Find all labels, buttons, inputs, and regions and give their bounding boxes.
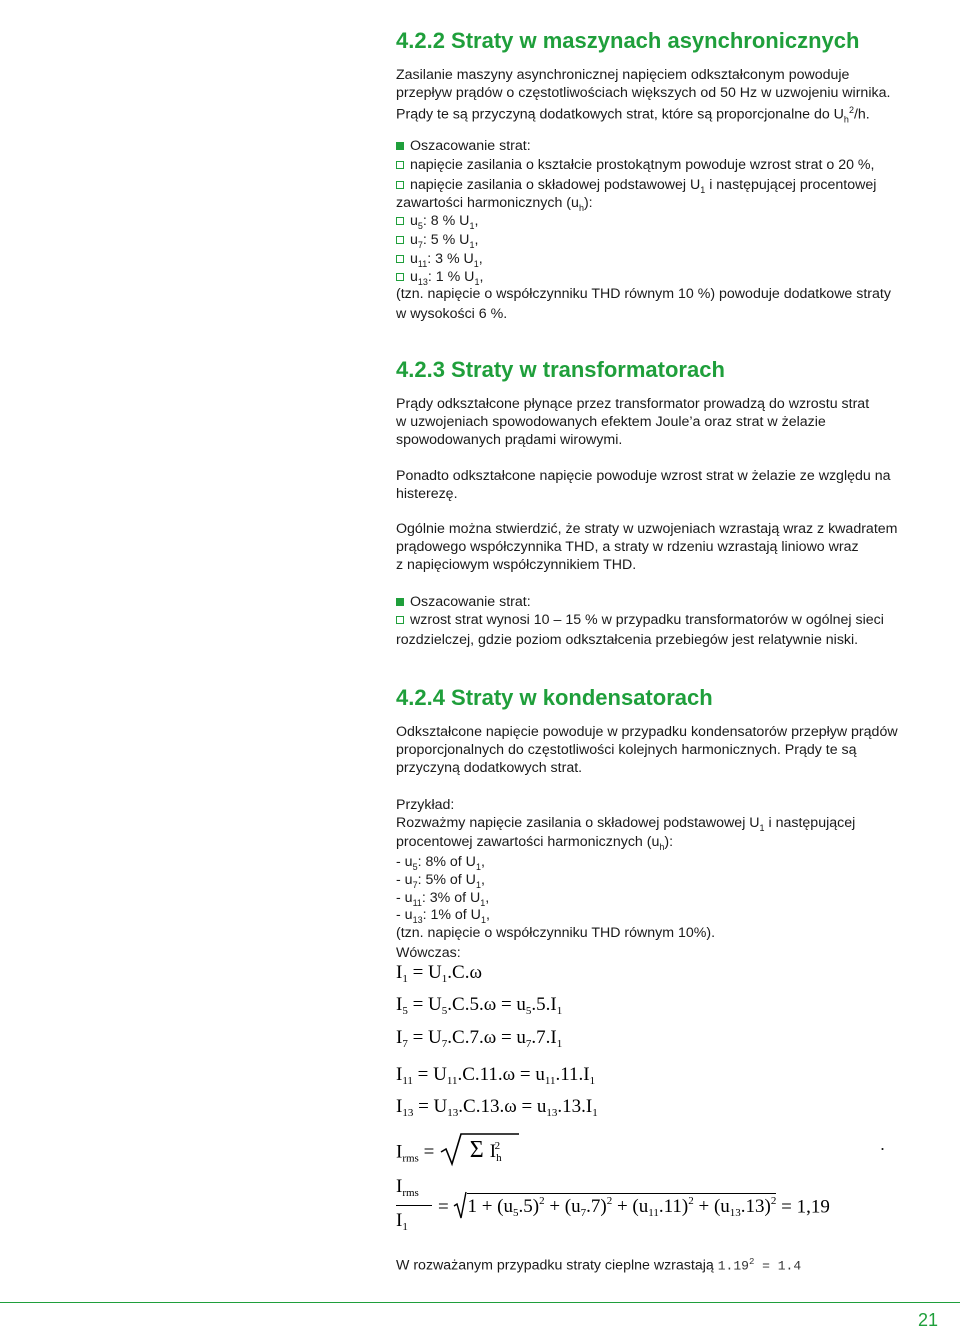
equation-i11: $I_{11} = U_{11}.C.11.\omega = u_{11}.11.I_1$: [396, 1064, 596, 1087]
stray-dot: .: [880, 1134, 886, 1154]
transformer-bullet-cont: rozdzielczej, gdzie poziom odkształcenia przebiegów jest relatywnie niski.: [396, 632, 859, 648]
equation-ratio-den: $I_1$: [396, 1210, 408, 1233]
capacitor-p1-line-2: proporcjonalnych do częstotliwości kolejnych harmonicznych. Prądy te są: [396, 742, 857, 758]
bullet-composition: napięcie zasilania o składowej podstawowej $U_1$ i następującej procentowej: [396, 176, 876, 199]
transformer-p1-line-3: spowodowanych prądami wirowymi.: [396, 432, 623, 448]
intro-line-3: Prądy te są przyczyną dodatkowych strat, które są proporcjonalne do $U_h^2/h$.: [396, 105, 870, 125]
equation-ratio-num: $I_{rms}$: [396, 1176, 419, 1199]
transformer-p1-line-1: Prądy odkształcone płynące przez transformator prowadzą do wzrostu strat: [396, 396, 870, 412]
sqrt-sign-icon: [453, 1190, 467, 1226]
bullet-rectangular: napięcie zasilania o kształcie prostokątnym powoduje wzrost strat o 20 %,: [396, 156, 874, 174]
equation-i13: $I_{13} = U_{13}.C.13.\omega = u_{13}.13.I_1$: [396, 1096, 598, 1119]
open-square-bullet-icon: [396, 255, 404, 263]
open-square-bullet-icon: [396, 236, 404, 244]
filled-square-bullet-icon: [396, 598, 404, 606]
page-number: 21: [917, 1310, 938, 1330]
equation-ratio-body: = $1 + (u_5.5)^2 + (u_7.7)^2 + (u_{11}.11)^2 + (u_{13}.13)^2 = 1,19$: [438, 1190, 830, 1226]
equation-i7: $I_7 = U_7.C.7.\omega = u_7.7.I_1$: [396, 1027, 563, 1050]
example-tzn: (tzn. napięcie o współczynniku THD równym 10%).: [396, 925, 716, 941]
example-harmonic-13: - $u_{13}$: 1% of $U_1$,: [396, 907, 490, 925]
transformer-p3-line-3: z napięciowym współczynnikiem THD.: [396, 557, 637, 573]
transformer-bullet: wzrost strat wynosi 10 – 15 % w przypadku transformatorów w ogólnej sieci: [396, 611, 884, 629]
section-title-4-2-3: 4.2.3 Straty w transformatorach: [396, 357, 725, 382]
intro-line-2: przepływ prądów o częstotliwościach większych od 50 Hz w uzwojeniu wirnika.: [396, 85, 891, 101]
filled-square-bullet-icon: [396, 142, 404, 150]
capacitor-p1-line-1: Odkształcone napięcie powoduje w przypadku kondensatorów przepływ prądów: [396, 724, 898, 740]
capacitor-p1-line-3: przyczyną dodatkowych strat.: [396, 760, 583, 776]
then-label: Wówczas:: [396, 945, 461, 961]
transformer-p2-line-2: histerezę.: [396, 486, 458, 502]
example-harmonic-11: - $u_{11}$: 3% of $U_1$,: [396, 890, 490, 908]
estimate-heading: Oszacowanie strat:: [396, 137, 531, 155]
example-line-2: procentowej zawartości harmonicznych $(u_h)$:: [396, 834, 674, 852]
section-title-4-2-4: 4.2.4 Straty w kondensatorach: [396, 685, 713, 710]
harmonic-13: $u_{13}$: 1 % $U_1$,: [396, 268, 483, 291]
equation-irms: $I_{rms} = \Sigma$ $I_h^2$: [396, 1132, 557, 1174]
example-harmonic-7: - $u_7$: 5% of $U_1$,: [396, 872, 485, 890]
example-harmonic-5: - $u_5$: 8% of $U_1$,: [396, 854, 485, 872]
open-square-bullet-icon: [396, 616, 404, 624]
bullet-composition-cont: zawartości harmonicznych $(u_h)$:: [396, 195, 593, 213]
conclusion: W rozważanym przypadku straty cieplne wzrastają $1.19^2 = 1.4$: [396, 1257, 802, 1274]
transformer-p3-line-1: Ogólnie można stwierdzić, że straty w uzwojeniach wzrastają wraz z kwadratem: [396, 521, 898, 537]
tzn-line-2: w wysokości 6 %.: [396, 306, 508, 322]
transformer-p3-line-2: prądowego współczynnika THD, a straty w rdzeniu wzrastają liniowo wraz: [396, 539, 859, 555]
intro-line-1: Zasilanie maszyny asynchronicznej napięciem odkształconym powoduje: [396, 67, 850, 83]
example-label: Przykład:: [396, 797, 455, 813]
open-square-bullet-icon: [396, 273, 404, 281]
open-square-bullet-icon: [396, 161, 404, 169]
harmonic-7: $u_7$: 5 % $U_1$,: [396, 231, 478, 254]
harmonic-11: $u_{11}$: 3 % $U_1$,: [396, 250, 483, 273]
equation-i5: $I_5 = U_5.C.5.\omega = u_5.5.I_1$: [396, 994, 563, 1017]
example-line-1: Rozważmy napięcie zasilania o składowej podstawowej $U_1$ i następującej: [396, 815, 856, 833]
section-title-4-2-2: 4.2.2 Straty w maszynach asynchronicznych: [396, 28, 860, 53]
left-margin: [0, 0, 390, 1332]
footer-divider: [0, 1302, 960, 1303]
equation-i1: $I_1 = U_1.C.\omega$: [396, 962, 482, 985]
transformer-estimate-heading: Oszacowanie strat:: [396, 593, 531, 611]
fraction-bar: [396, 1205, 432, 1206]
transformer-p2-line-1: Ponadto odkształcone napięcie powoduje wzrost strat w żelazie ze względu na: [396, 468, 891, 484]
open-square-bullet-icon: [396, 217, 404, 225]
harmonic-5: $u_5$: 8 % $U_1$,: [396, 212, 478, 235]
open-square-bullet-icon: [396, 181, 404, 189]
tzn-line-1: (tzn. napięcie o współczynniku THD równym 10 %) powoduje dodatkowe straty: [396, 286, 891, 302]
transformer-p1-line-2: w uzwojeniach spowodowanych efektem Joule’a oraz strat w żelazie: [396, 414, 826, 430]
